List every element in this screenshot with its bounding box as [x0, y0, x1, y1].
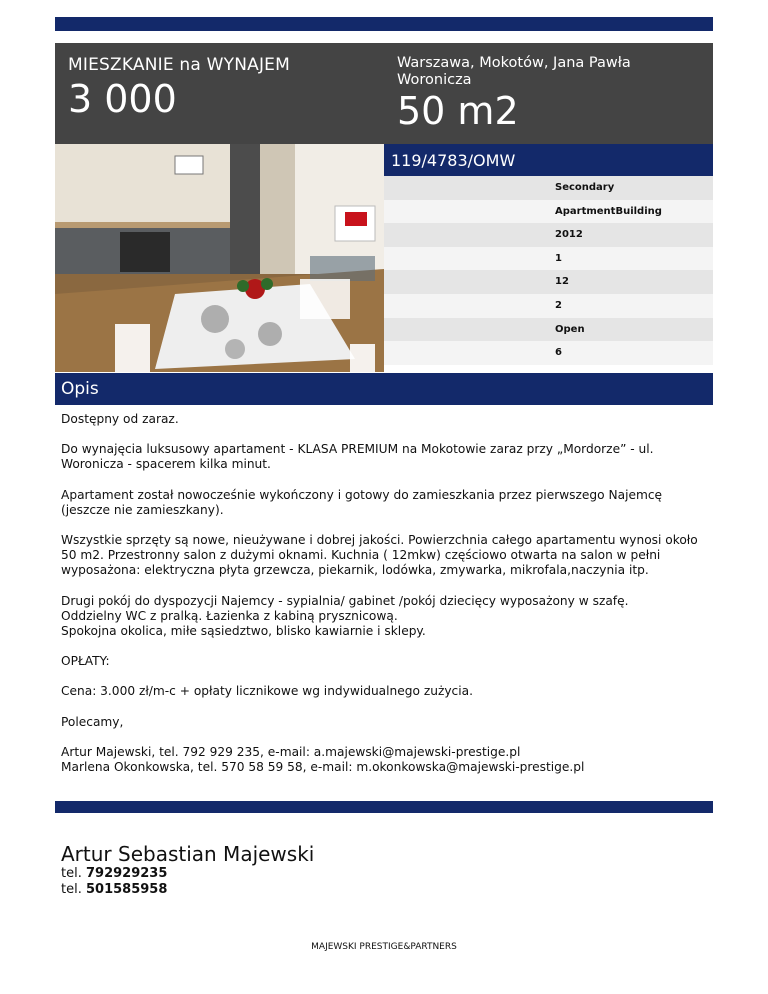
footer-company-name: MAJEWSKI PRESTIGE&PARTNERS: [311, 942, 457, 952]
phone-label: tel.: [61, 882, 82, 897]
listing-header: [55, 43, 713, 144]
agent-phone: [61, 866, 314, 882]
param-row: [384, 270, 713, 294]
description-paragraph: OPŁATY:: [61, 654, 110, 669]
param-value: ApartmentBuilding: [555, 205, 662, 217]
bottom-accent-bar: [55, 801, 713, 813]
param-row: [384, 223, 713, 247]
param-value: 2: [555, 299, 562, 311]
param-row: [384, 247, 713, 271]
parameters-table: [384, 176, 713, 365]
offer-type: MIESZKANIE na WYNAJEM: [68, 55, 290, 75]
price: 3 000: [68, 77, 177, 121]
param-value: 2012: [555, 229, 583, 241]
description-paragraph: Dostępny od zaraz.: [61, 412, 179, 426]
area: 50 m2: [397, 89, 519, 133]
description-paragraph: Polecamy,: [61, 714, 124, 729]
address: Warszawa, Mokotów, Jana Pawła Woronicza: [397, 55, 631, 88]
param-row: [384, 341, 713, 365]
description-paragraph: Artur Majewski, tel. 792 929 235, e-mail: a.majewski@majewski-prestige.pl Marlena Okonkowska, tel. 570 58 59 58, e-mail: m.okonkowska@majewski-prestige.pl: [61, 744, 585, 775]
reference-number: 119/4783/OMW: [391, 151, 516, 170]
description-heading-bar: [55, 373, 713, 405]
description-paragraph: Wszystkie sprzęty są nowe, nieużywane i dobrej jakości. Powierzchnia całego apartamentu wynosi około 50 m2. Przestronny salon z dużymi oknami. Kuchnia ( 12mkw) częściowo otwarta na salon w pełni wyposażona: elektryczna płyta grzewcza, piekarnik, lodówka, zmywarka, mikrofala,naczynia itp.: [61, 533, 698, 578]
param-row: [384, 318, 713, 342]
param-row: [384, 294, 713, 318]
description-body: [61, 412, 706, 790]
phone-number[interactable]: 501585958: [85, 882, 168, 897]
phone-label: tel.: [61, 866, 82, 881]
reference-number-bar: [384, 144, 713, 176]
agent-name: Artur Sebastian Majewski: [61, 842, 315, 866]
description-heading: Opis: [61, 379, 99, 399]
param-value: 1: [555, 252, 562, 264]
description-paragraph: Cena: 3.000 zł/m-c + opłaty licznikowe wg indywidualnego zużycia.: [61, 684, 473, 699]
top-accent-bar: [55, 17, 713, 31]
apartment-photo: [55, 144, 384, 372]
phone-number[interactable]: 792929235: [85, 866, 168, 881]
param-value: Open: [555, 323, 585, 335]
param-value: 6: [555, 347, 562, 359]
description-paragraph: Do wynajęcia luksusowy apartament - KLASA PREMIUM na Mokotowie zaraz przy „Mordorze” - ul. Woronicza - spacerem kilka minut.: [61, 442, 654, 472]
param-value: Secondary: [555, 182, 615, 193]
param-row: [384, 176, 713, 200]
kitchen-photo-illustration: [55, 144, 384, 372]
param-value: 12: [555, 276, 569, 288]
description-paragraph: Apartament został nowocześnie wykończony i gotowy do zamieszkania przez pierwszego Najemcę (jeszcze nie zamieszkany).: [61, 487, 663, 517]
description-paragraph: Drugi pokój do dyspozycji Najemcy - sypialnia/ gabinet /pokój dziecięcy wyposażony w szafę. Oddzielny WC z pralką. Łazienka z kabiną prysznicową. Spokojna okolica, miłe sąsiedztwo, blisko kawiarnie i sklepy.: [61, 593, 629, 639]
agent-phone: [61, 882, 314, 898]
agent-contact: [61, 842, 314, 898]
param-row: [384, 200, 713, 224]
